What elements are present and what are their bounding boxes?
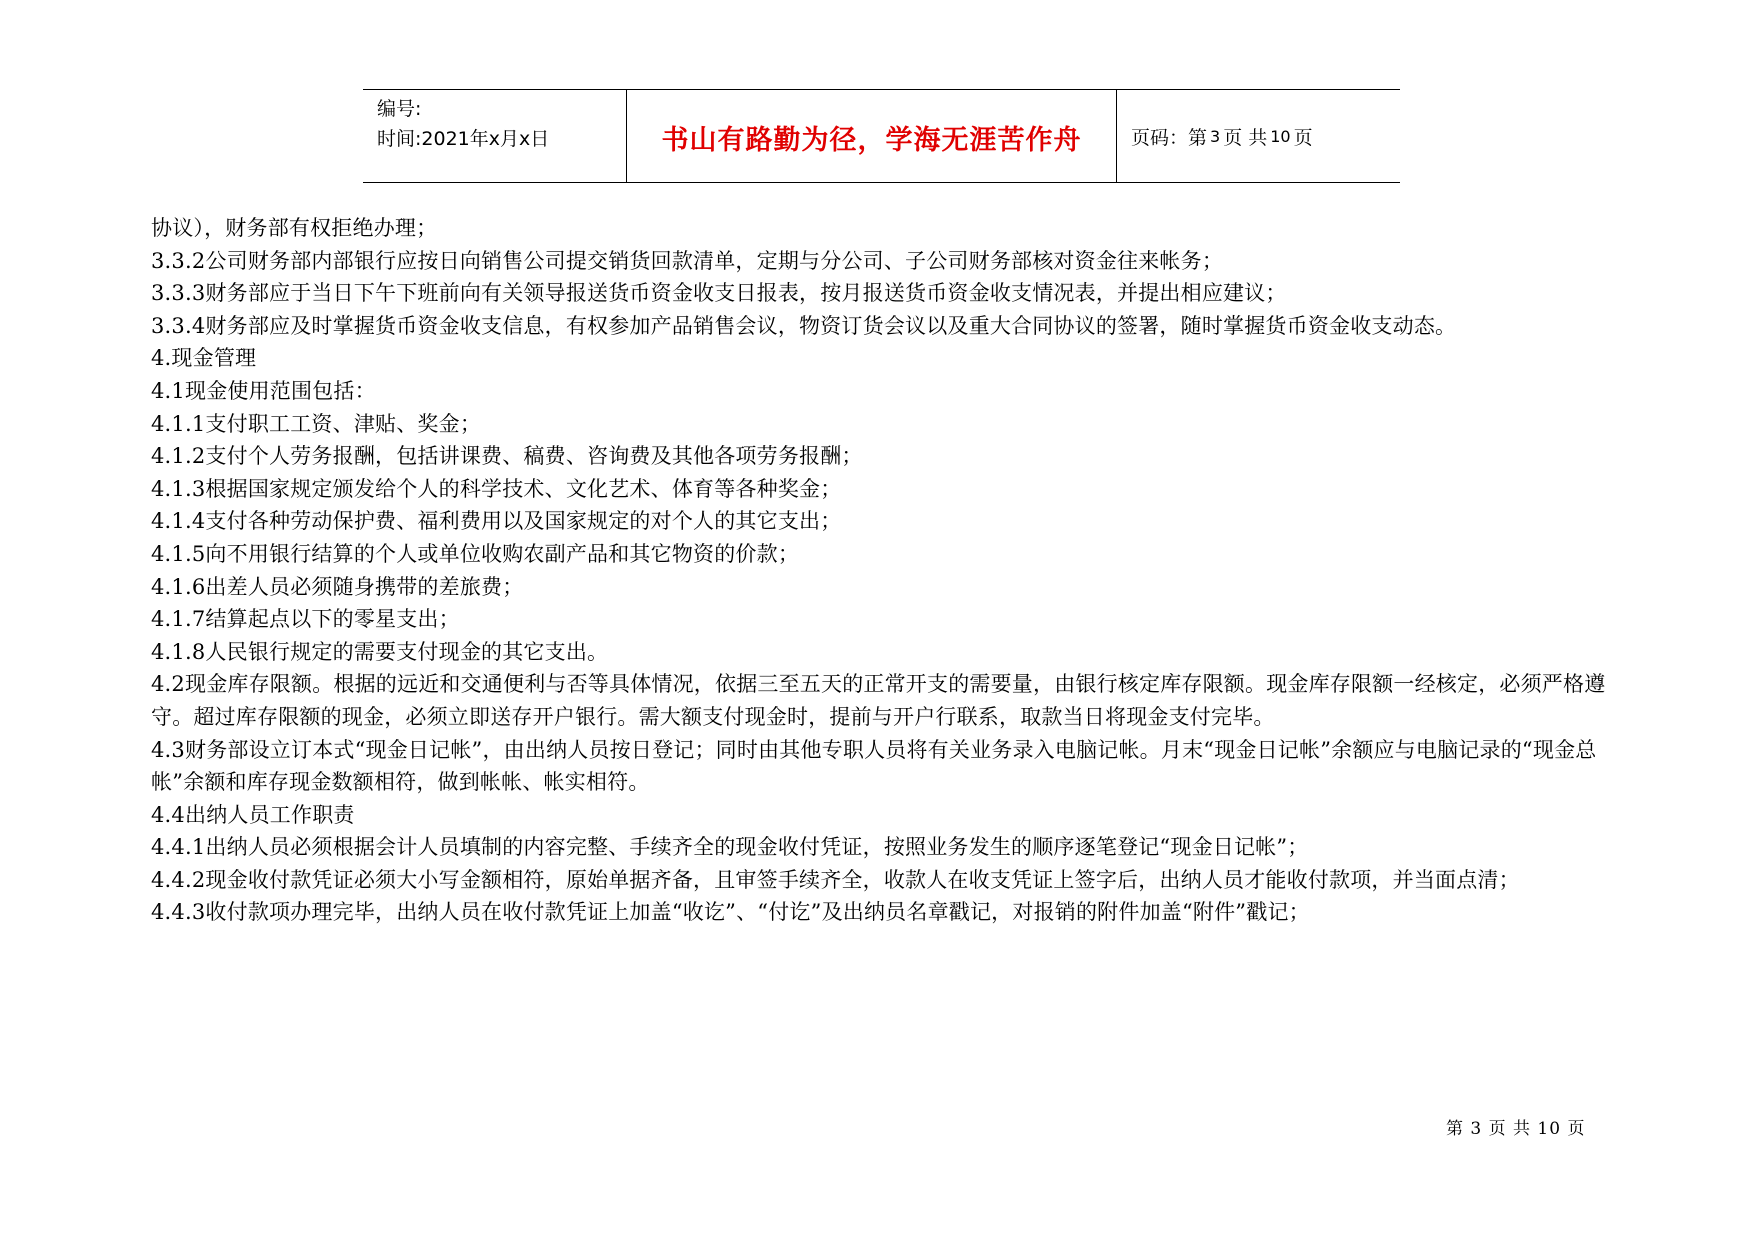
paragraph: 协议），财务部有权拒绝办理；: [151, 216, 438, 240]
page-footer: 第 3 页 共 10 页: [1446, 1119, 1586, 1139]
paragraph: 4.2现金库存限额。根据的远近和交通便利与否等具体情况，依据三至五天的正常开支的需要量，由银行核定库存限额。现金库存限额一经核定，必须严格遵守。超过库存限额的现金，必须立即送存开户银行。需大额支付现金时，提前与开户行联系，取款当日将现金支付完毕。: [151, 672, 1606, 729]
list-item: 4.1.2支付个人劳务报酬，包括讲课费、稿费、咨询费及其他各项劳务报酬；: [151, 444, 863, 469]
list-item: 4.4.1出纳人员必须根据会计人员填制的内容完整、手续齐全的现金收付凭证，按照业务发生的顺序逐笔登记“现金日记帐”；: [151, 835, 1309, 860]
header-meta-cell: [363, 90, 627, 182]
list-item: 4.1.3根据国家规定颁发给个人的科学技术、文化艺术、体育等各种奖金；: [151, 476, 842, 501]
header-motto-cell: [627, 90, 1117, 182]
list-item: 4.1.6出差人员必须随身携带的差旅费；: [151, 574, 524, 599]
document-date-label: 时间:2021年x月x日: [377, 128, 550, 150]
page-mid: 页 共: [1223, 126, 1268, 149]
header-motto: 书山有路勤为径，学海无涯苦作舟: [661, 124, 1082, 156]
paragraph: 3.3.3财务部应于当日下午下班前向有关领导报送货币资金收支日报表，按月报送货币资金收支情况表，并提出相应建议；: [151, 281, 1287, 306]
document-body: [151, 212, 1631, 929]
page-total-number: 10: [1270, 126, 1291, 146]
list-item: 4.1.1支付职工工资、津贴、奖金；: [151, 411, 482, 436]
list-item: 4.1.8人民银行规定的需要支付现金的其它支出。: [151, 639, 609, 664]
paragraph: 3.3.2公司财务部内部银行应按日向销售公司提交销货回款清单，定期与分公司、子公司财务部核对资金往来帐务；: [151, 248, 1224, 273]
page-prefix: 页码：第: [1131, 126, 1208, 149]
page-current-number: 3: [1210, 126, 1221, 146]
section-heading: 4.4出纳人员工作职责: [151, 802, 355, 827]
section-heading: 4.现金管理: [151, 346, 257, 371]
page-header: [363, 89, 1400, 183]
list-item: 4.1.7结算起点以下的零星支出；: [151, 607, 460, 632]
header-page-cell: [1117, 90, 1400, 182]
list-item: 4.1.4支付各种劳动保护费、福利费用以及国家规定的对个人的其它支出；: [151, 509, 842, 534]
list-item: 4.4.2现金收付款凭证必须大小写金额相符，原始单据齐备，且审签手续齐全，收款人在收支凭证上签字后，出纳人员才能收付款项，并当面点清；: [151, 867, 1520, 892]
paragraph: 3.3.4财务部应及时掌握货币资金收支信息，有权参加产品销售会议，物资订货会议以及重大合同协议的签署，随时掌握货币资金收支动态。: [151, 313, 1457, 338]
paragraph: 4.1现金使用范围包括：: [151, 378, 376, 403]
document-number-label: 编号:: [377, 98, 422, 120]
list-item: 4.4.3收付款项办理完毕，出纳人员在收付款凭证上加盖“收讫”、“付讫”及出纳员名章戳记，对报销的附件加盖“附件”戳记；: [151, 900, 1310, 925]
paragraph: 4.3财务部设立订本式“现金日记帐”，由出纳人员按日登记；同时由其他专职人员将有关业务录入电脑记帐。月末“现金日记帐”余额应与电脑记录的“现金总帐”余额和库存现金数额相符，做到帐帐、帐实相符。: [151, 737, 1597, 795]
page-suffix: 页: [1293, 126, 1313, 149]
list-item: 4.1.5向不用银行结算的个人或单位收购农副产品和其它物资的价款；: [151, 541, 800, 566]
